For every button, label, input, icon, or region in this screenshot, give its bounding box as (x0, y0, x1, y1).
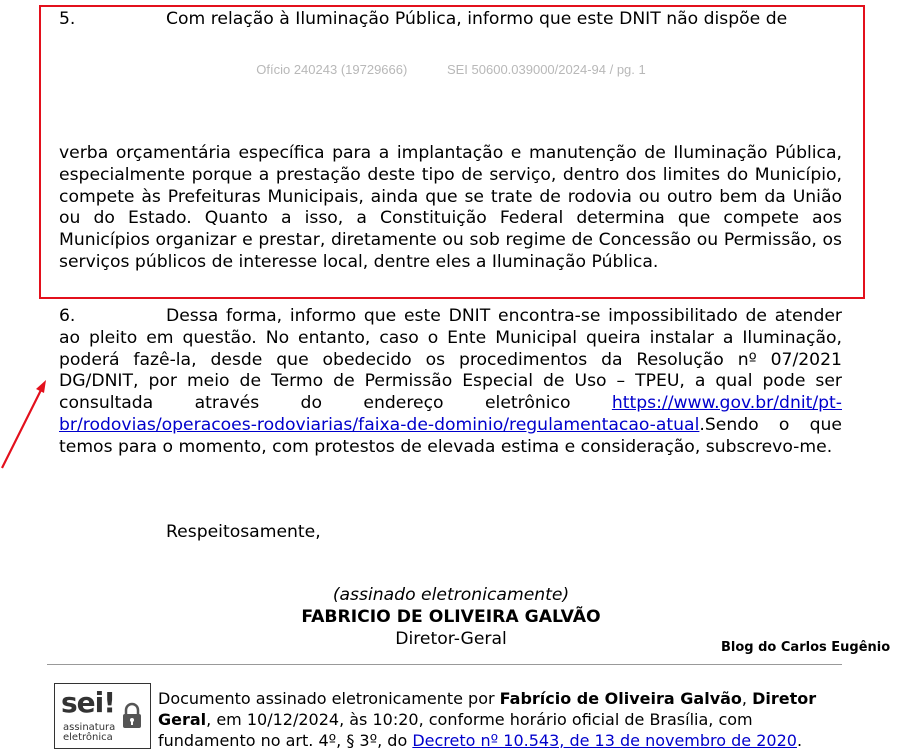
seal-caption: assinatura eletrônica (63, 722, 116, 743)
paragraph-number: 5. (59, 9, 76, 29)
signer-role: Diretor Geral (158, 689, 817, 729)
sei-logo: sei! (61, 686, 116, 719)
lock-icon (121, 702, 143, 730)
electronic-signature-text: Documento assinado eletronicamente por Fabrício de Oliveira Galvão, Diretor Geral, em 10/12/2024, às 10:20, conforme horário oficial de Brasília, com fundamento no art. 4º, § 3º, do Decreto nº 10.543, de 13 de novembro de 2020. (158, 689, 817, 750)
sei-process-reference: SEI 50600.039000/2024-94 / pg. 1 (446, 62, 646, 77)
page-footer-reference (0, 62, 902, 77)
paragraph-5-continuation: verba orçamentária específica para a implantação e manutenção de Iluminação Pública, especialmente porque a prestação deste tipo de serviço, dentro dos limites do Município, compete às Prefeituras Municipais, ainda que se trate de rodovia ou outro bem da União ou do Estado. Quanto a isso, a Constituição Federal determina que compete aos Municípios organizar e prestar, diretamente ou sob regime de Concessão ou Permissão, os serviços públicos de interesse local, dentre eles a Iluminação Pública. (59, 143, 842, 272)
sei-seal (54, 683, 151, 749)
oficio-reference: Ofício 240243 (19729666) (256, 62, 408, 77)
signer-name: Fabrício de Oliveira Galvão (499, 689, 742, 708)
red-arrow-annotation (0, 370, 60, 480)
decree-link[interactable]: Decreto nº 10.543, de 13 de novembro de 2020 (412, 731, 797, 750)
paragraph-6-text-end: .Sendo o que temos para o momento, com protestos de elevada estima e consideração, subscrevo-me. (59, 414, 842, 457)
divider (47, 664, 842, 665)
paragraph-6 (59, 306, 842, 459)
closing-salutation: Respeitosamente, (166, 522, 321, 542)
paragraph-text: Com relação à Iluminação Pública, informo que este DNIT não dispõe de (166, 9, 788, 29)
signature-note: (assinado eletronicamente) (332, 585, 570, 605)
regulation-link[interactable]: https://www.gov.br/dnit/pt-br/rodovias/operacoes-rodoviarias/faixa-de-dominio/regulamentacao-atual (59, 393, 842, 435)
paragraph-6-text: Dessa forma, informo que este DNIT encontra-se impossibilitado de atender ao pleito em questão. No entanto, caso o Ente Municipal queira instalar a Iluminação, poderá fazê-la, desde que obedecido os procedimentos da Resolução nº 07/2021 DG/DNIT, por meio de Termo de Permissão Especial de Uso – TPEU, a qual pode ser consultada através do endereço eletrônico (59, 306, 842, 414)
signatory-name: FABRICIO DE OLIVEIRA GALVÃO (301, 607, 601, 627)
signatory-role: Diretor-Geral (395, 629, 507, 649)
paragraph-number: 6. (59, 306, 76, 326)
watermark-text: Blog do Carlos Eugênio (721, 640, 891, 655)
